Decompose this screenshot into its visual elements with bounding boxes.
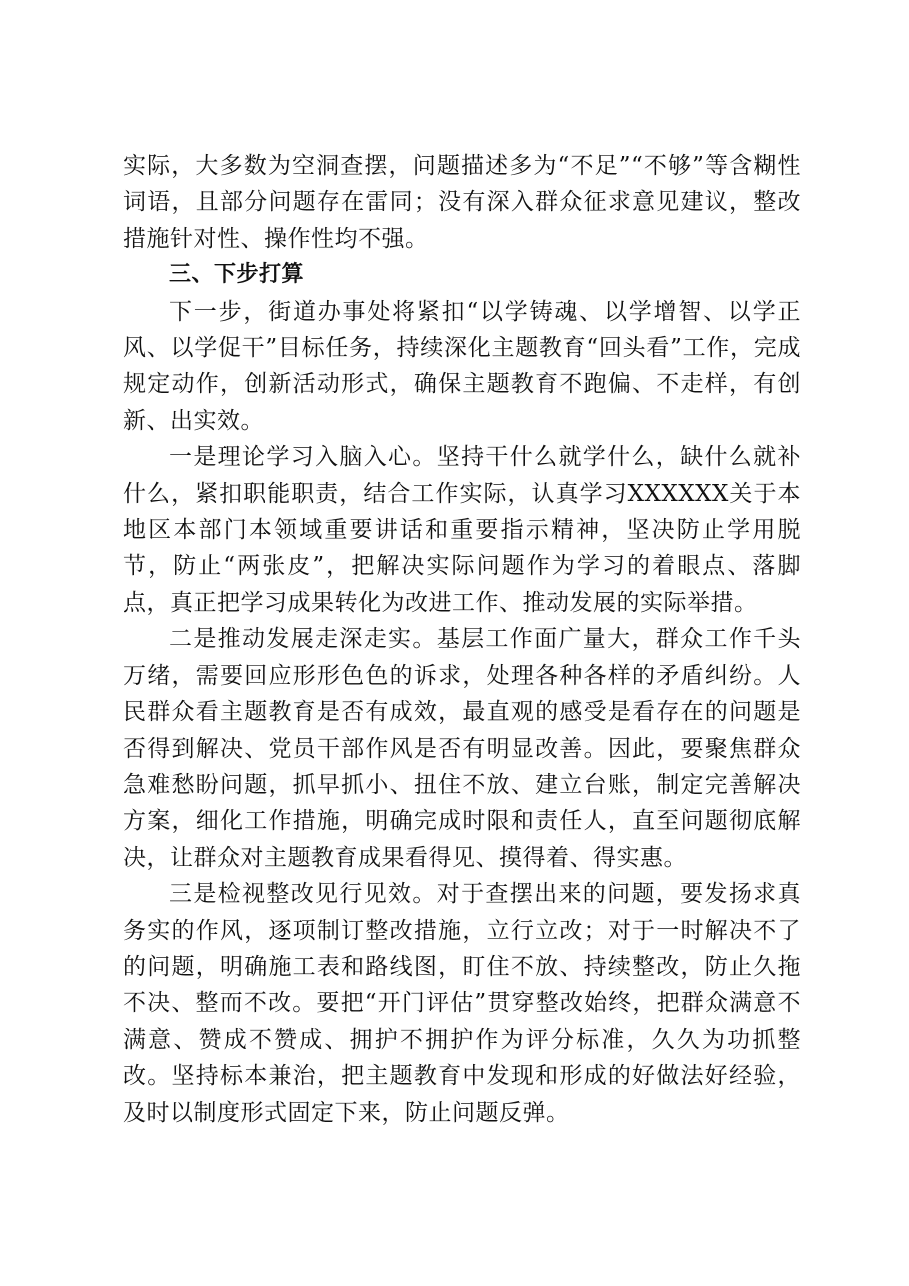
paragraph-theory-study: 一是理论学习入脑入心。坚持干什么就学什么，缺什么就补什么，紧扣职能职责，结合工作实际，认真学习XXXXXX关于本地区本部门本领域重要讲话和重要指示精神，坚决防止学用脱节，防止“两张皮”，把解决实际问题作为学习的着眼点、落脚点，真正把学习成果转化为改进工作、推动发展的实际举措。	[123, 444, 801, 616]
paragraph-promote-development: 二是推动发展走深走实。基层工作面广量大，群众工作千头万绪，需要回应形形色色的诉求，处理各种各样的矛盾纠纷。人民群众看主题教育是否有成效，最直观的感受是看存在的问题是否得到解决、党员干部作风是否有明显改善。因此，要聚焦群众急难愁盼问题，抓早抓小、扭住不放、建立台账，制定完善解决方案，细化工作措施，明确完成时限和责任人，直至问题彻底解决，让群众对主题教育成果看得见、摸得着、得实惠。	[123, 626, 801, 871]
document-body	[123, 148, 801, 1131]
section-heading-next-steps: 三、下步打算	[169, 262, 305, 288]
paragraph-continuation: 实际，大多数为空洞查摆，问题描述多为“不足”“不够”等含糊性词语，且部分问题存在雷同；没有深入群众征求意见建议，整改措施针对性、操作性均不强。	[123, 153, 801, 252]
paragraph-next-step-intro: 下一步，街道办事处将紧扣“以学铸魂、以学增智、以学正风、以学促干”目标任务，持续深化主题教育“回头看”工作，完成规定动作，创新活动形式，确保主题教育不跑偏、不走样，有创新、出实效。	[123, 298, 801, 434]
paragraph-rectification: 三是检视整改见行见效。对于查摆出来的问题，要发扬求真务实的作风，逐项制订整改措施，立行立改；对于一时解决不了的问题，明确施工表和路线图，盯住不放、持续整改，防止久拖不决、整而不改。要把“开门评估”贯穿整改始终，把群众满意不满意、赞成不赞成、拥护不拥护作为评分标准，久久为功抓整改。坚持标本兼治，把主题教育中发现和形成的好做法好经验，及时以制度形式固定下来，防止问题反弹。	[123, 881, 801, 1126]
